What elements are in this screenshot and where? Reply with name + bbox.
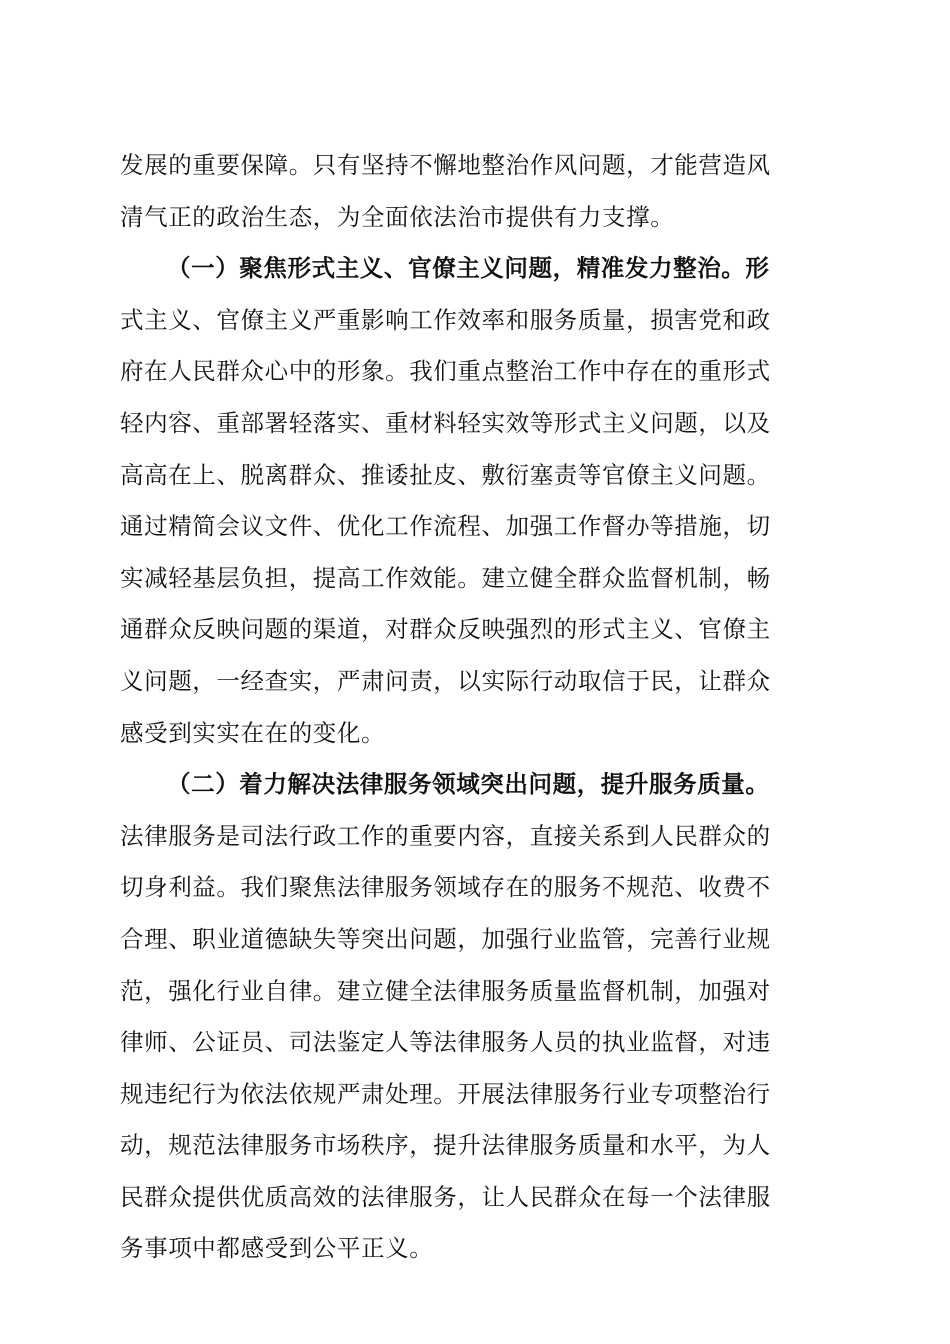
text-line: 轻内容、重部署轻落实、重材料轻实效等形式主义问题，以及 — [120, 408, 771, 437]
text-line: 切身利益。我们聚焦法律服务领域存在的服务不规范、收费不 — [120, 873, 771, 902]
text-line: 实减轻基层负担，提高工作效能。建立健全群众监督机制，畅 — [120, 563, 771, 592]
text-line: 通群众反映问题的渠道，对群众反映强烈的形式主义、官僚主 — [120, 615, 771, 644]
text-line: 义问题，一经查实，严肃问责，以实际行动取信于民，让群众 — [120, 666, 771, 695]
section-heading-2: （二）着力解决法律服务领域突出问题，提升服务质量。 — [167, 770, 770, 799]
text-line: 发展的重要保障。只有坚持不懈地整治作风问题，才能营造风 — [120, 151, 771, 179]
text-line: 高高在上、脱离群众、推诿扯皮、敷衍塞责等官僚主义问题。 — [120, 460, 771, 489]
text-line: 式主义、官僚主义严重影响工作效率和服务质量，损害党和政 — [120, 305, 771, 334]
text-line: 清气正的政治生态，为全面依法治市提供有力支撑。 — [120, 202, 675, 231]
text-line: 感受到实实在在的变化。 — [120, 718, 386, 747]
document-body — [120, 140, 828, 1275]
text-line: 律师、公证员、司法鉴定人等法律服务人员的执业监督，对违 — [120, 1028, 771, 1057]
section-heading-1-line — [120, 243, 828, 295]
section-heading-1: （一）聚焦形式主义、官僚主义问题，精准发力整治。形 — [167, 254, 770, 283]
text-line: 动，规范法律服务市场秩序，提升法律服务质量和水平，为人 — [120, 1131, 771, 1160]
text-line: 民群众提供优质高效的法律服务，让人民群众在每一个法律服 — [120, 1182, 771, 1211]
text-line: 务事项中都感受到公平正义。 — [120, 1234, 434, 1263]
section-heading-2-line — [120, 759, 828, 811]
text-line: 范，强化行业自律。建立健全法律服务质量监督机制，加强对 — [120, 976, 771, 1005]
text-line: 通过精简会议文件、优化工作流程、加强工作督办等措施，切 — [120, 512, 771, 541]
text-line: 府在人民群众心中的形象。我们重点整治工作中存在的重形式 — [120, 357, 771, 386]
text-line: 规违纪行为依法依规严肃处理。开展法律服务行业专项整治行 — [120, 1079, 771, 1108]
text-line: 法律服务是司法行政工作的重要内容，直接关系到人民群众的 — [120, 821, 771, 850]
text-line: 合理、职业道德缺失等突出问题，加强行业监管，完善行业规 — [120, 924, 771, 953]
